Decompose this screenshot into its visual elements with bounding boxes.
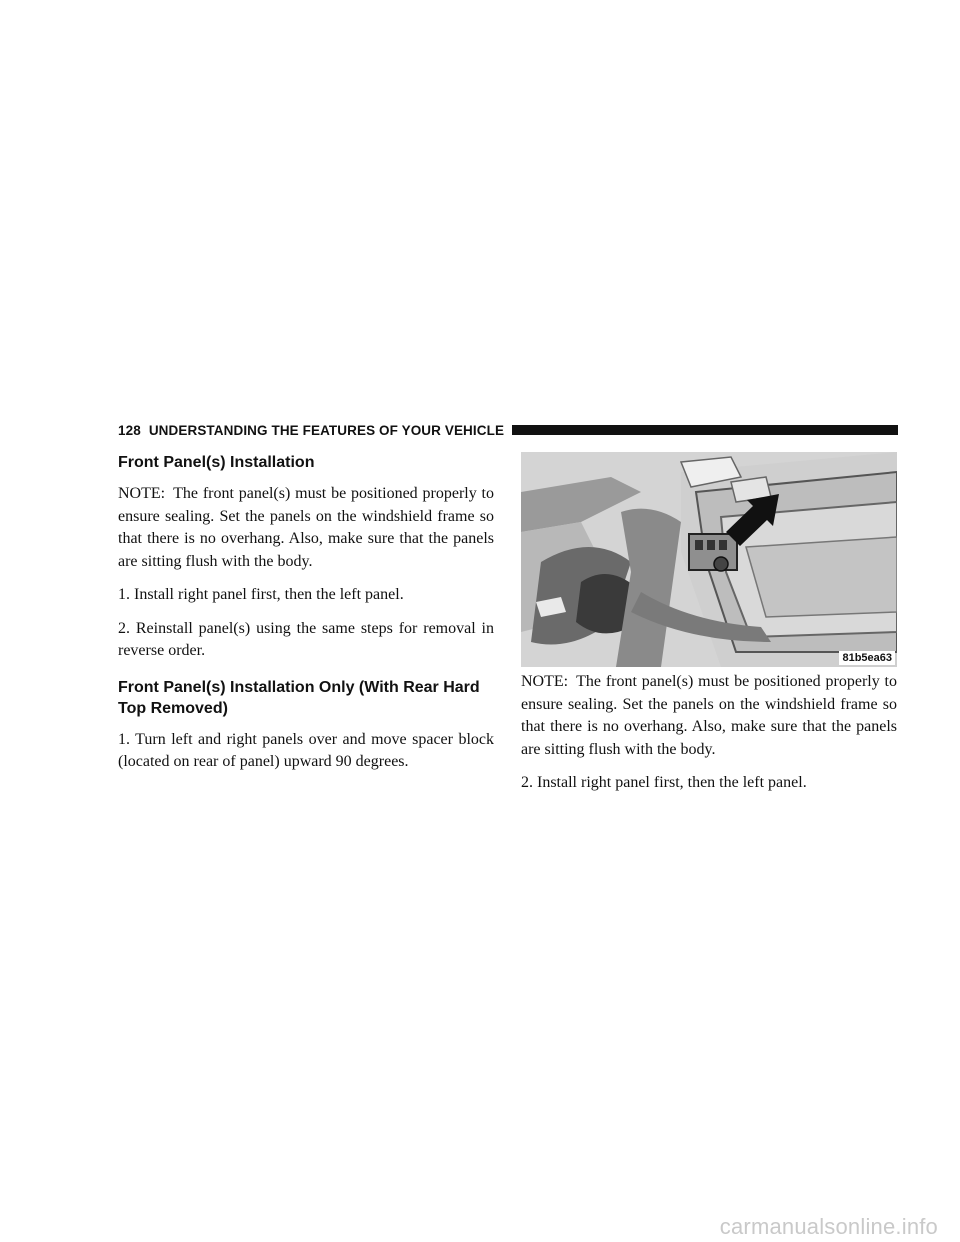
section-heading: Front Panel(s) Installation Only (With Rear Hard Top Removed) [118, 678, 480, 717]
hard-top-panel-illustration [521, 452, 897, 667]
step-paragraph: 2. Reinstall panel(s) using the same steps for removal in reverse order. [118, 619, 494, 659]
left-column [118, 452, 494, 785]
note-label: NOTE: [118, 485, 166, 502]
page-header [118, 420, 898, 440]
running-head: UNDERSTANDING THE FEATURES OF YOUR VEHICLE [148, 422, 505, 438]
step-paragraph: 1. Install right panel first, then the left panel. [118, 586, 404, 603]
note-text: The front panel(s) must be positioned properly to ensure sealing. Set the panels on the windshield frame so that there is no overhang. Also, make sure that the panels are sitting flush with the body. [521, 673, 897, 758]
note-label: NOTE: [521, 673, 569, 690]
figure-code: 81b5ea63 [839, 651, 895, 665]
note-paragraph [521, 671, 897, 761]
page-number: 128 [118, 422, 141, 438]
vehicle-figure [521, 452, 897, 667]
step-paragraph: 1. Turn left and right panels over and move spacer block (located on rear of panel) upward 90 degrees. [118, 730, 494, 770]
step-paragraph: 2. Install right panel first, then the left panel. [521, 774, 807, 791]
note-text: The front panel(s) must be positioned properly to ensure sealing. Set the panels on the windshield frame so that there is no overhang. Also, make sure that the panels are sitting flush with the body. [118, 485, 494, 570]
right-column [521, 452, 897, 806]
note-paragraph [118, 483, 494, 573]
section-heading: Front Panel(s) Installation [118, 454, 315, 471]
header-rule [512, 425, 898, 435]
watermark-text: carmanualsonline.info [719, 1214, 938, 1239]
